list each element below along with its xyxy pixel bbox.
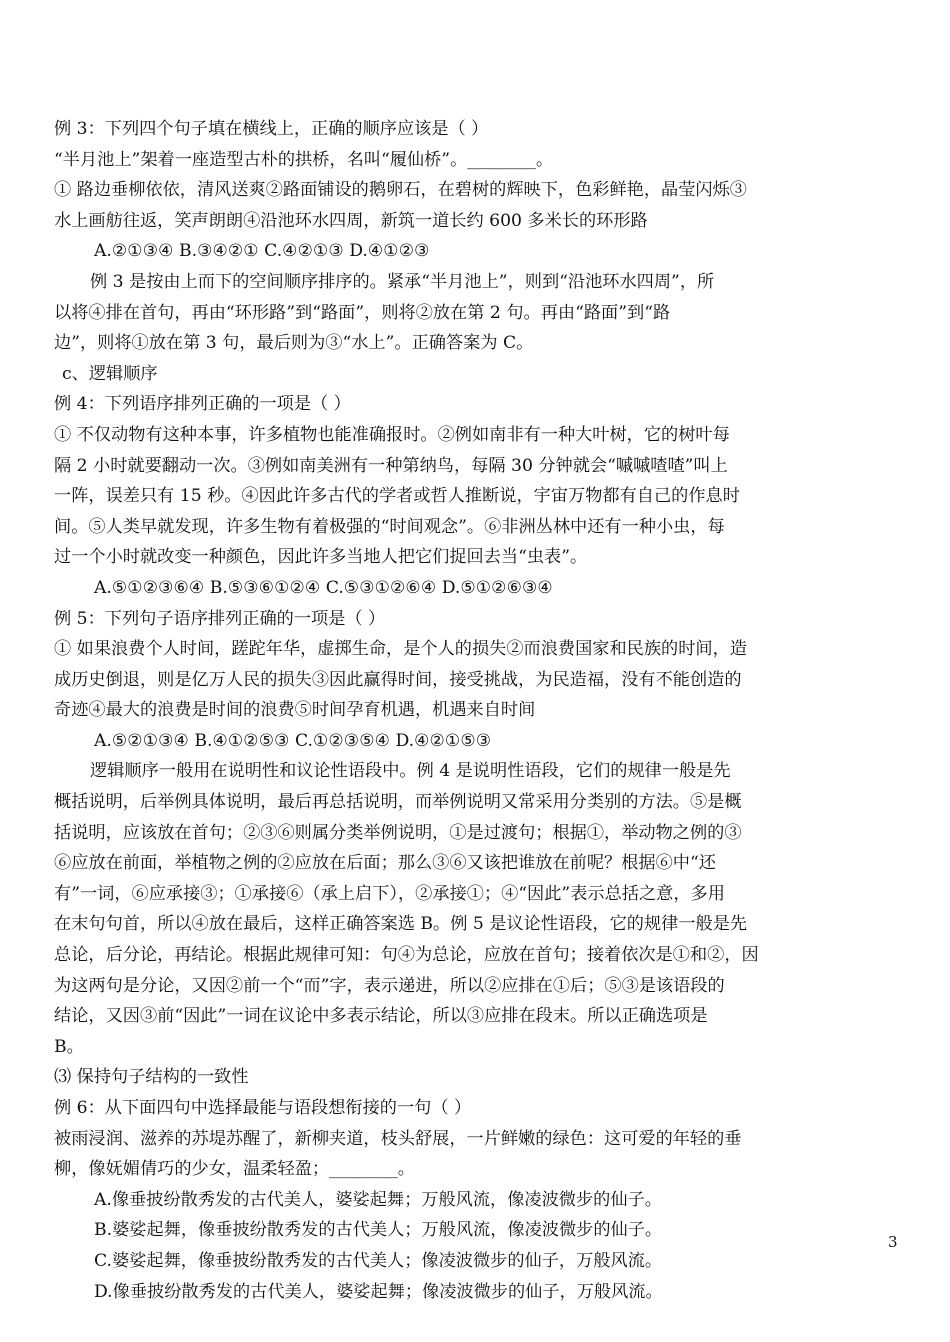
text-line: 概括说明，后举例具体说明，最后再总括说明，而举例说明又常采用分类别的方法。⑤是概 xyxy=(54,792,742,813)
text-line: 逻辑顺序一般用在说明性和议论性语段中。例 4 是说明性语段，它们的规律一般是先 xyxy=(90,761,731,782)
text-line: 柳，像妩媚倩巧的少女，温柔轻盈；________。 xyxy=(54,1159,415,1180)
text-line: B。 xyxy=(54,1036,84,1057)
text-line: 成历史倒退，则是亿万人民的损失③因此赢得时间，接受挑战，为民造福，没有不能创造的 xyxy=(54,669,742,690)
text-line: 隔 2 小时就要翻动一次。③例如南美洲有一种第纳鸟，每隔 30 分钟就会“嘁嘁喳喳”叫上 xyxy=(54,455,728,476)
text-line: 总论，后分论，再结论。根据此规律可知：句④为总论，应放在首句；接着依次是①和②，因 xyxy=(54,945,759,966)
text-line: 例 6：从下面四句中选择最能与语段想衔接的一句（ ） xyxy=(54,1098,472,1118)
text-line: 奇迹④最大的浪费是时间的浪费⑤时间孕育机遇，机遇来自时间 xyxy=(54,700,536,721)
text-line: 水上画舫往返，笑声朗朗④沿池环水四周，新筑一道长约 600 多米长的环形路 xyxy=(54,210,648,231)
text-line: ① 不仅动物有这种本事，许多植物也能准确报时。②例如南非有一种大叶树，它的树叶每 xyxy=(54,424,730,445)
text-line: 间。⑤人类早就发现，许多生物有着极强的“时间观念”。⑥非洲丛林中还有一种小虫，每 xyxy=(54,516,725,537)
text-line: 结论，又因③前“因此”一词在议论中多表示结论，所以③应排在段末。所以正确选项是 xyxy=(54,1006,708,1027)
text-line: 为这两句是分论，又因②前一个“而”字，表示递进，所以②应排在①后；⑤③是该语段的 xyxy=(54,975,725,996)
text-line: ① 路边垂柳依依，清风送爽②路面铺设的鹅卵石，在碧树的辉映下，色彩鲜艳，晶莹闪烁③ xyxy=(54,180,747,201)
page-number: 3 xyxy=(888,1233,898,1251)
text-line: 被雨浸润、滋养的苏堤苏醒了，新柳夹道，枝头舒展，一片鲜嫩的绿色：这可爱的年轻的垂 xyxy=(54,1128,742,1149)
text-line: B.婆娑起舞，像垂披纷散秀发的古代美人；万般风流，像凌波微步的仙子。 xyxy=(94,1220,663,1241)
text-line: 有”一词，⑥应承接③；①承接⑥（承上启下），②承接①；④“因此”表示总括之意，多用 xyxy=(54,883,725,904)
text-line: ⑶ 保持句子结构的一致性 xyxy=(54,1067,249,1088)
text-line: ⑥应放在前面，举植物之例的②应放在后面；那么③⑥又该把谁放在前呢？根据⑥中“还 xyxy=(54,853,716,874)
text-line: 过一个小时就改变一种颜色，因此许多当地人把它们捉回去当“虫表”。 xyxy=(54,547,588,568)
text-line: 一阵，误差只有 15 秒。④因此许多古代的学者或哲人推断说，宇宙万物都有自己的作息时 xyxy=(54,486,740,507)
text-line: ① 如果浪费个人时间，蹉跎年华，虚掷生命，是个人的损失②而浪费国家和民族的时间，造 xyxy=(54,639,747,660)
text-line: 在末句句首，所以④放在最后，这样正确答案选 B。例 5 是议论性语段，它的规律一般是先 xyxy=(54,914,748,935)
text-line: 边”，则将①放在第 3 句，最后则为③“水上”。正确答案为 C。 xyxy=(54,333,534,354)
text-line: A.②①③④ B.③④②① C.④②①③ D.④①②③ xyxy=(94,241,430,262)
text-line: C.婆娑起舞，像垂披纷散秀发的古代美人；像凌波微步的仙子，万般风流。 xyxy=(94,1250,663,1271)
text-line: D.像垂披纷散秀发的古代美人，婆娑起舞；像凌波微步的仙子，万般风流。 xyxy=(94,1281,663,1302)
text-line: A.像垂披纷散秀发的古代美人，婆娑起舞；万般风流，像凌波微步的仙子。 xyxy=(94,1189,662,1210)
document-body xyxy=(54,114,900,1307)
text-line: 例 3：下列四个句子填在横线上，正确的顺序应该是（ ） xyxy=(54,119,489,139)
text-line: 例 5：下列句子语序排列正确的一项是（ ） xyxy=(54,608,386,629)
text-line: A.⑤②①③④ B.④①②⑤③ C.①②③⑤④ D.④②①⑤③ xyxy=(94,730,492,751)
text-line: 例 3 是按由上而下的空间顺序排序的。紧承“半月池上”，则到“沿池环水四周”，所 xyxy=(90,271,715,292)
text-line: A.⑤①②③⑥④ B.⑤③⑥①②④ C.⑤③①②⑥④ D.⑤①②⑥③④ xyxy=(94,577,553,598)
text-line: 以将④排在首句，再由“环形路”到“路面”，则将②放在第 2 句。再由“路面”到“路 xyxy=(54,302,671,323)
text-line: c、逻辑顺序 xyxy=(62,363,158,384)
text-line: 括说明，应该放在首句；②③⑥则属分类举例说明，①是过渡句；根据①，举动物之例的③ xyxy=(54,822,742,843)
text-line: 例 4：下列语序排列正确的一项是（ ） xyxy=(54,394,351,415)
text-line: “半月池上”架着一座造型古朴的拱桥，名叫“履仙桥”。________。 xyxy=(54,149,554,170)
